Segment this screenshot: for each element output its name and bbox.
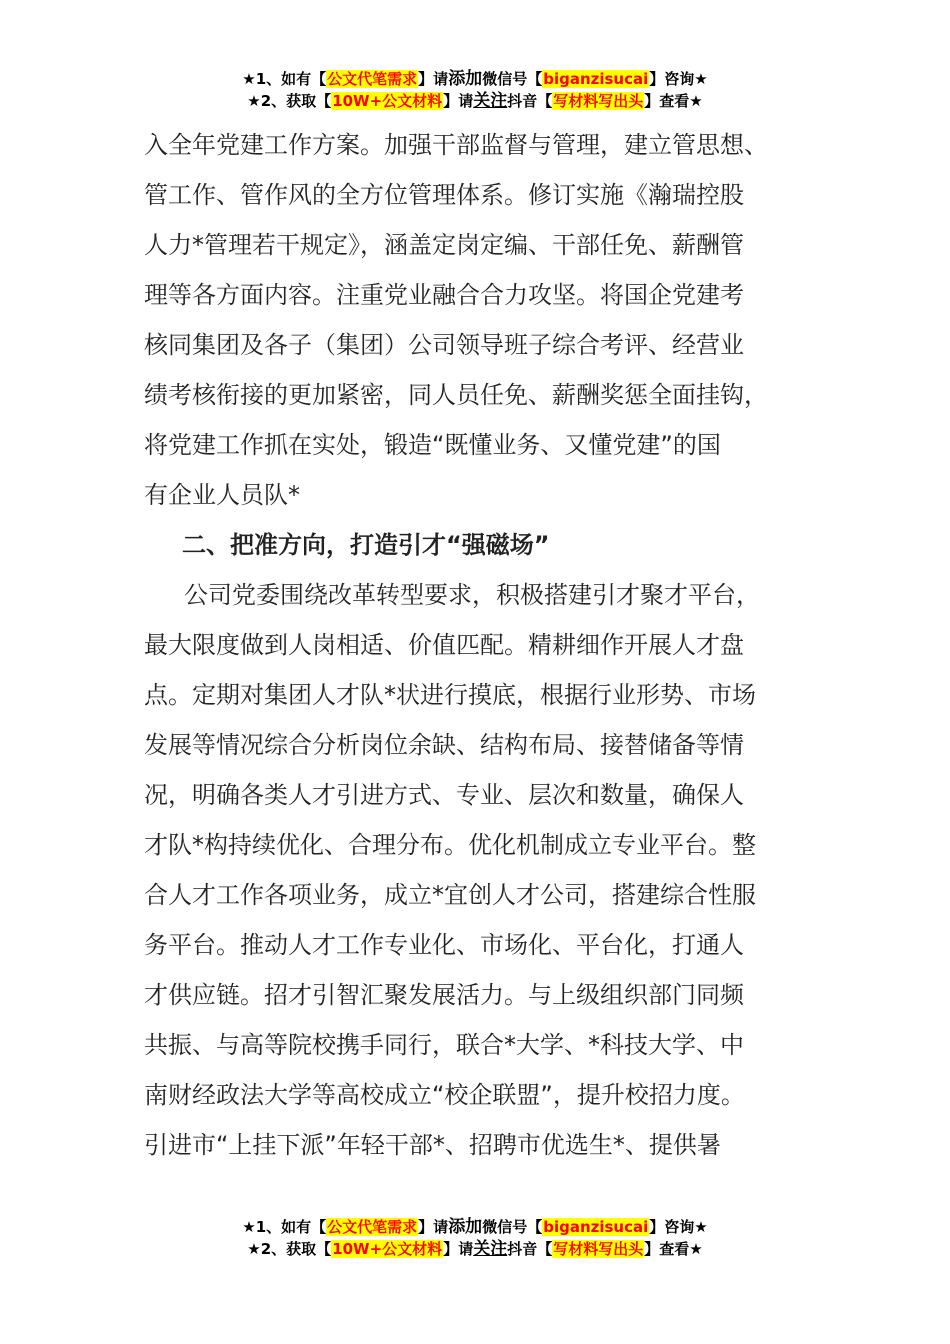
text-line: 绩考核衔接的更加紧密，同人员任免、薪酬奖惩全面挂钩， xyxy=(144,381,768,409)
douyin-id: 写材料写出头 xyxy=(553,92,644,110)
text-line: 南财经政法大学等高校成立“校企联盟”，提升校招力度。 xyxy=(144,1081,745,1109)
highlight-text: 公文代笔需求 xyxy=(327,70,418,88)
promo-line-1: ★1、如有【公文代笔需求】请添加微信号【biganzisucai】咨询★ xyxy=(242,1217,708,1237)
text-line: 入全年党建工作方案。加强干部监督与管理，建立管思想、 xyxy=(144,131,768,159)
text-line: 务平台。推动人才工作专业化、市场化、平台化，打通人 xyxy=(144,931,744,959)
text-line: 合人才工作各项业务，成立*宜创人才公司，搭建综合性服 xyxy=(144,881,756,909)
text-line: 人力*管理若干规定》，涵盖定岗定编、干部任免、薪酬管 xyxy=(144,231,744,259)
text-line: 将党建工作抓在实处，锻造“既懂业务、又懂党建”的国 xyxy=(144,431,721,459)
text-line: 有企业人员队* xyxy=(144,481,300,509)
document-body xyxy=(144,120,804,1170)
section-heading: 二、把准方向，打造引才“强磁场” xyxy=(182,531,550,559)
text-line: 理等各方面内容。注重党业融合合力攻坚。将国企党建考 xyxy=(144,281,744,309)
douyin-id: 写材料写出头 xyxy=(553,1240,644,1258)
text-line: 引进市“上挂下派”年轻干部*、招聘市优选生*、提供暑 xyxy=(144,1131,721,1159)
text-line: 才供应链。招才引智汇聚发展活力。与上级组织部门同频 xyxy=(144,981,744,1009)
highlight-text: 公文代笔需求 xyxy=(327,1218,418,1236)
text-line: 况，明确各类人才引进方式、专业、层次和数量，确保人 xyxy=(144,781,744,809)
highlight-text: 10W+公文材料 xyxy=(332,1240,443,1258)
wechat-id: biganzisucai xyxy=(543,1218,649,1236)
text-line: 发展等情况综合分析岗位余缺、结构布局、接替储备等情 xyxy=(144,731,744,759)
promo-banner-bottom xyxy=(0,1216,950,1260)
text-line: 点。定期对集团人才队*状进行摸底，根据行业形势、市场 xyxy=(144,681,756,709)
text-line: 共振、与高等院校携手同行，联合*大学、*科技大学、中 xyxy=(144,1031,744,1059)
paragraph-1 xyxy=(144,120,804,520)
text-line: 核同集团及各子（集团）公司领导班子综合考评、经营业 xyxy=(144,331,744,359)
text-line: 才队*构持续优化、合理分布。优化机制成立专业平台。整 xyxy=(144,831,756,859)
promo-banner-top xyxy=(0,68,950,112)
promo-line-2: ★2、获取【10W+公文材料】请关注抖音【写材料写出头】查看★ xyxy=(247,91,703,111)
text-line: 最大限度做到人岗相适、价值匹配。精耕细作开展人才盘 xyxy=(144,631,744,659)
highlight-text: 10W+公文材料 xyxy=(332,92,443,110)
text-line: 公司党委围绕改革转型要求，积极搭建引才聚才平台， xyxy=(184,581,760,609)
promo-line-1: ★1、如有【公文代笔需求】请添加微信号【biganzisucai】咨询★ xyxy=(242,69,708,89)
promo-line-2: ★2、获取【10W+公文材料】请关注抖音【写材料写出头】查看★ xyxy=(247,1239,703,1259)
paragraph-2 xyxy=(144,570,804,1170)
wechat-id: biganzisucai xyxy=(543,70,649,88)
text-line: 管工作、管作风的全方位管理体系。修订实施《瀚瑞控股 xyxy=(144,181,744,209)
